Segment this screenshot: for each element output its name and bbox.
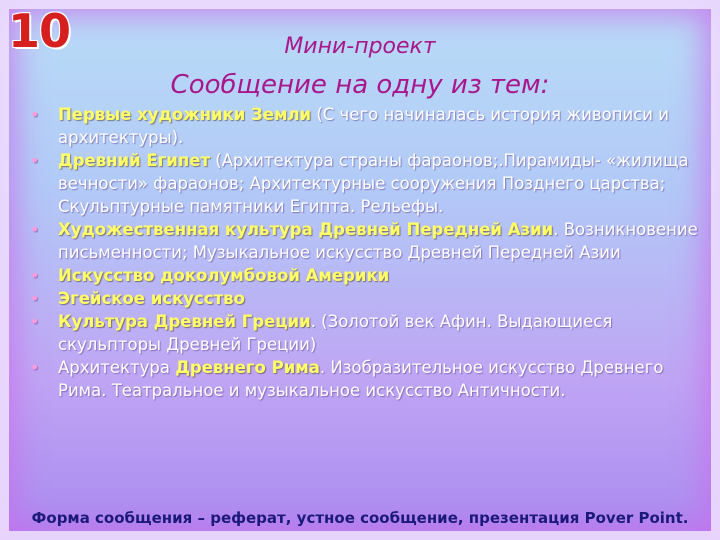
topic-description: . Изобразительное искусство Древнего Рима. Театральное и музыкальное искусство Античности. (58, 358, 664, 400)
topic-description: . (Золотой век Афин. Выдающиеся скульпторы Древней Греции) (58, 312, 613, 354)
topic-heading: Культура Древней Греции (58, 312, 311, 331)
footer-note: Форма сообщения – реферат, устное сообщение, презентация Pover Point. (31, 509, 689, 527)
topic-item (30, 218, 700, 264)
topic-item (30, 103, 700, 149)
slide-title: Сообщение на одну из тем: (170, 70, 550, 100)
topic-item (30, 310, 700, 356)
topic-lead: Архитектура (58, 358, 176, 377)
topic-description: (Архитектура страны фараонов;.Пирамиды- «жилища вечности» фараонов; Архитектурные сооружения Позднего царства; Скульптурные памятники Египта. Рельефы. (58, 151, 689, 216)
topic-item (30, 264, 700, 287)
bullet-icon: • (30, 220, 40, 239)
topic-list (30, 103, 700, 402)
bullet-icon: • (30, 289, 40, 308)
bullet-icon: • (30, 312, 40, 331)
bullet-icon: • (30, 151, 40, 170)
topic-heading: Эгейское искусство (58, 289, 245, 308)
topic-heading: Искусство доколумбовой Америки (58, 266, 390, 285)
topic-heading: Художественная культура Древней Передней Азии (58, 220, 554, 239)
bullet-icon: • (30, 358, 40, 377)
topic-item (30, 287, 700, 310)
bullet-icon: • (30, 266, 40, 285)
topic-description: (С чего начиналась история живописи и архитектуры). (58, 105, 669, 147)
slide-number: 10 (8, 4, 71, 58)
slide-kicker: Мини-проект (284, 34, 436, 59)
topic-heading: Древний Египет (58, 151, 211, 170)
topic-item (30, 356, 700, 402)
topic-heading: Древнего Рима (175, 358, 320, 377)
topic-item (30, 149, 700, 218)
bullet-icon: • (30, 105, 40, 124)
topic-heading: Первые художники Земли (58, 105, 312, 124)
topic-description: . Возникновение письменности; Музыкальное искусство Древней Передней Азии (58, 220, 698, 262)
